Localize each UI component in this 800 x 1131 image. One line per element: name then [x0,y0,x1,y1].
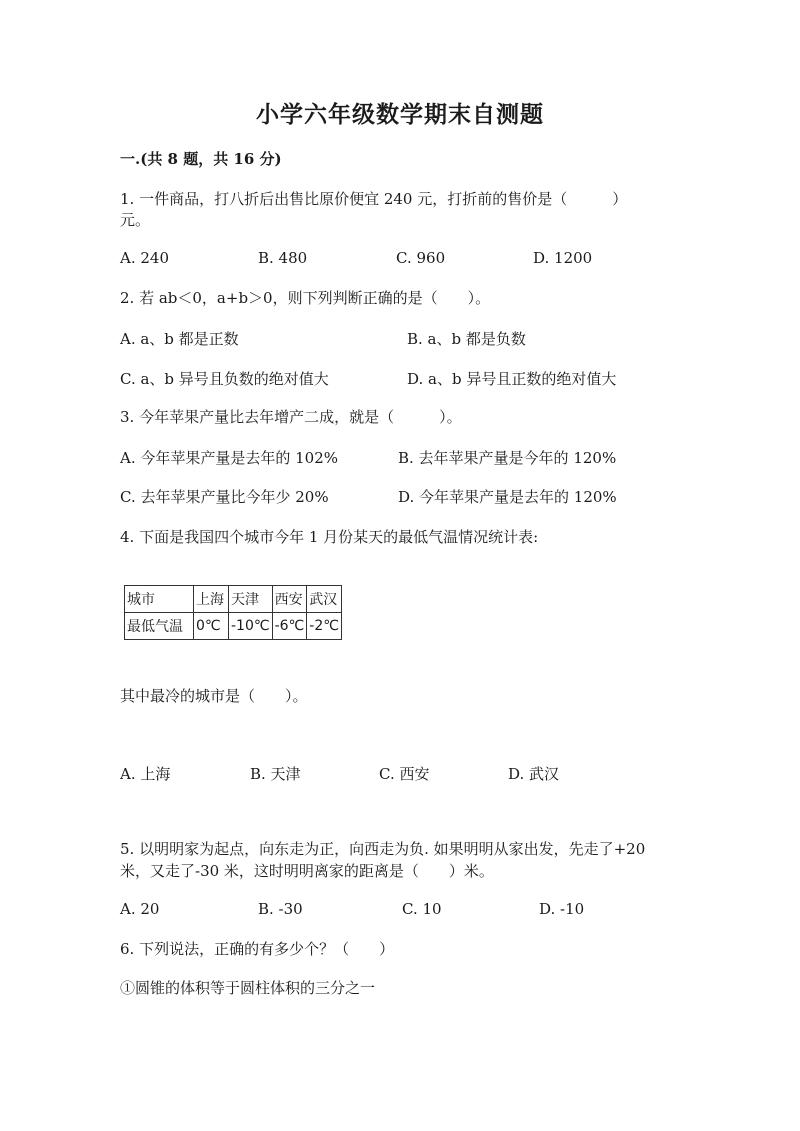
question-2-option-c: C. a、b 异号且负数的绝对值大 [120,370,329,388]
table-cell: 天津 [229,586,273,613]
table-cell: -6℃ [272,613,307,640]
temperature-table [124,585,342,640]
question-5-stem: 5. 以明明家为起点，向东走为正，向西走为负. 如果明明从家出发，先走了+20 [120,840,646,858]
question-6-stem: 6. 下列说法，正确的有多少个？（ ） [120,940,395,958]
table-cell: 上海 [194,586,229,613]
question-4-option-d: D. 武汉 [508,765,560,783]
page-title: 小学六年级数学期末自测题 [256,101,544,128]
question-1-option-d: D. 1200 [533,249,593,267]
question-1-stem: 1. 一件商品，打八折后出售比原价便宜 240 元，打折前的售价是（ ） [120,190,628,208]
table-cell: 城市 [125,586,194,613]
question-3-option-a: A. 今年苹果产量是去年的 102% [120,449,339,467]
question-5-option-b: B. -30 [258,900,303,918]
question-1-option-c: C. 960 [396,249,446,267]
question-2-option-a: A. a、b 都是正数 [120,330,239,348]
question-2-option-d: D. a、b 异号且正数的绝对值大 [407,370,617,388]
question-4-option-c: C. 西安 [379,765,430,783]
question-3-option-c: C. 去年苹果产量比今年少 20% [120,488,329,506]
table-cell: 最低气温 [125,613,194,640]
question-4-option-a: A. 上海 [120,765,171,783]
question-3-stem: 3. 今年苹果产量比去年增产二成，就是（ ）。 [120,408,462,426]
question-5-option-c: C. 10 [402,900,442,918]
table-cell: 0℃ [194,613,229,640]
table-row [125,613,342,640]
table-cell: 武汉 [307,586,342,613]
question-3-option-b: B. 去年苹果产量是今年的 120% [398,449,617,467]
question-5-option-a: A. 20 [120,900,160,918]
table-cell: -2℃ [307,613,342,640]
question-2-option-b: B. a、b 都是负数 [407,330,526,348]
question-1-stem-cont: 元。 [120,211,151,229]
table-cell: -10℃ [229,613,273,640]
question-4-stem: 4. 下面是我国四个城市今年 1 月份某天的最低气温情况统计表: [120,528,539,546]
question-5-option-d: D. -10 [539,900,585,918]
table-cell: 西安 [272,586,307,613]
question-3-option-d: D. 今年苹果产量是去年的 120% [398,488,617,506]
question-6-statement-1: ①圆锥的体积等于圆柱体积的三分之一 [120,979,376,997]
question-5-stem-cont: 米，又走了-30 米，这时明明离家的距离是（ ）米。 [120,862,494,880]
question-1-option-a: A. 240 [120,249,169,267]
question-4-prompt: 其中最冷的城市是（ ）。 [120,687,308,705]
question-4-option-b: B. 天津 [250,765,301,783]
question-1-option-b: B. 480 [258,249,308,267]
table-header-row [125,586,342,613]
section-heading: 一.(共 8 题，共 16 分) [120,150,282,168]
question-2-stem: 2. 若 ab＜0，a+b＞0，则下列判断正确的是（ ）。 [120,289,491,307]
